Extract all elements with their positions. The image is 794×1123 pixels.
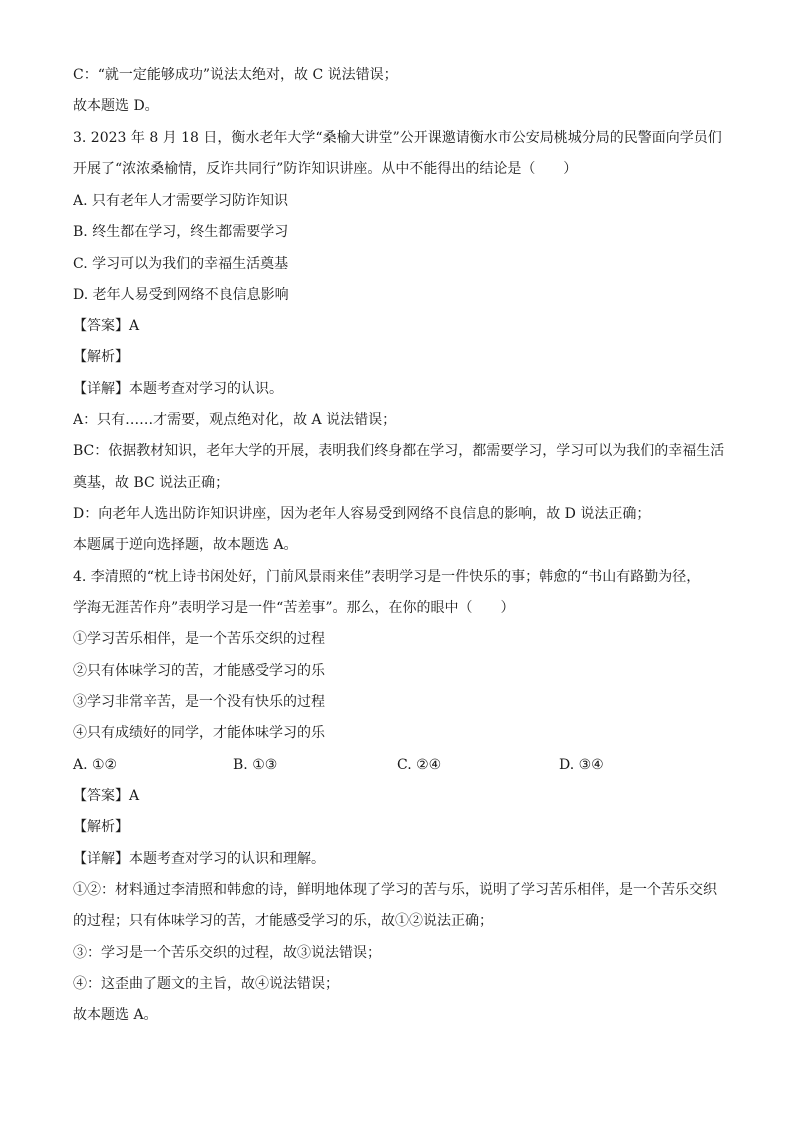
- question-3-option-d: D. 老年人易受到网络不良信息影响: [73, 287, 289, 303]
- question-3-option-b: B. 终生都在学习，终生都需要学习: [73, 224, 289, 240]
- question-4-option-d: D. ③④: [559, 757, 604, 773]
- question-4-option-b: B. ①③: [233, 757, 278, 773]
- question-3-detail-intro: 【详解】本题考查对学习的认识。: [73, 381, 283, 397]
- question-3-answer: 【答案】A: [73, 318, 140, 334]
- question-4-statement-2: ②只有体味学习的苦，才能感受学习的乐: [73, 663, 325, 679]
- question-4-statement-3: ③学习非常辛苦，是一个没有快乐的过程: [73, 694, 325, 710]
- question-4-statement-1: ①学习苦乐相伴，是一个苦乐交织的过程: [73, 631, 325, 647]
- question-3-analysis-heading: 【解析】: [73, 349, 129, 365]
- question-3-explanation-a: A：只有……才需要，观点绝对化，故 A 说法错误；: [73, 412, 397, 428]
- question-4-stem-line-2: 学海无涯苦作舟”表明学习是一件“苦差事”。那么，在你的眼中（ ）: [73, 600, 515, 616]
- question-3-option-c: C. 学习可以为我们的幸福生活奠基: [73, 256, 289, 272]
- question-4-explanation-4: ④：这歪曲了题文的主旨，故④说法错误；: [73, 976, 339, 992]
- prev-explanation-c: C：“就一定能够成功”说法太绝对，故 C 说法错误；: [73, 67, 398, 83]
- question-3-explanation-bc-line-1: BC：依据教材知识，老年大学的开展，表明我们终身都在学习，都需要学习，学习可以为我们的幸福生活: [73, 443, 725, 459]
- question-3-stem-line-2: 开展了“浓浓桑榆情，反诈共同行”防诈知识讲座。从中不能得出的结论是（ ）: [73, 161, 578, 177]
- question-4-stem-line-1: 4. 李清照的“枕上诗书闲处好，门前风景雨来佳”表明学习是一件快乐的事；韩愈的“书山有路勤为径，: [73, 569, 701, 585]
- question-4-conclusion: 故本题选 A。: [73, 1007, 158, 1023]
- question-4-option-c: C. ②④: [397, 757, 442, 773]
- prev-conclusion: 故本题选 D。: [73, 98, 159, 114]
- question-4-answer: 【答案】A: [73, 788, 140, 804]
- question-3-explanation-d: D：向老年人选出防诈知识讲座，因为老年人容易受到网络不良信息的影响，故 D 说法正确；: [73, 506, 651, 522]
- question-3-stem-line-1: 3. 2023 年 8 月 18 日，衡水老年大学“桑榆大讲堂”公开课邀请衡水市公安局桃城分局的民警面向学员们: [73, 130, 722, 146]
- question-4-statement-4: ④只有成绩好的同学，才能体味学习的乐: [73, 725, 325, 741]
- question-3-explanation-bc-line-2: 奠基，故 BC 说法正确；: [73, 475, 230, 491]
- question-4-analysis-heading: 【解析】: [73, 819, 129, 835]
- question-4-detail-intro: 【详解】本题考查对学习的认识和理解。: [73, 851, 325, 867]
- question-4-explanation-12-line-2: 的过程；只有体味学习的苦，才能感受学习的乐，故①②说法正确；: [73, 913, 493, 929]
- question-4-options: [73, 755, 733, 775]
- question-4-option-a: A. ①②: [73, 757, 118, 773]
- question-4-explanation-3: ③：学习是一个苦乐交织的过程，故③说法错误；: [73, 945, 381, 961]
- question-3-conclusion: 本题属于逆向选择题，故本题选 A。: [73, 537, 298, 553]
- question-4-explanation-12-line-1: ①②：材料通过李清照和韩愈的诗，鲜明地体现了学习的苦与乐，说明了学习苦乐相伴，是一个苦乐交织: [73, 882, 717, 898]
- question-3-option-a: A. 只有老年人才需要学习防诈知识: [73, 193, 289, 209]
